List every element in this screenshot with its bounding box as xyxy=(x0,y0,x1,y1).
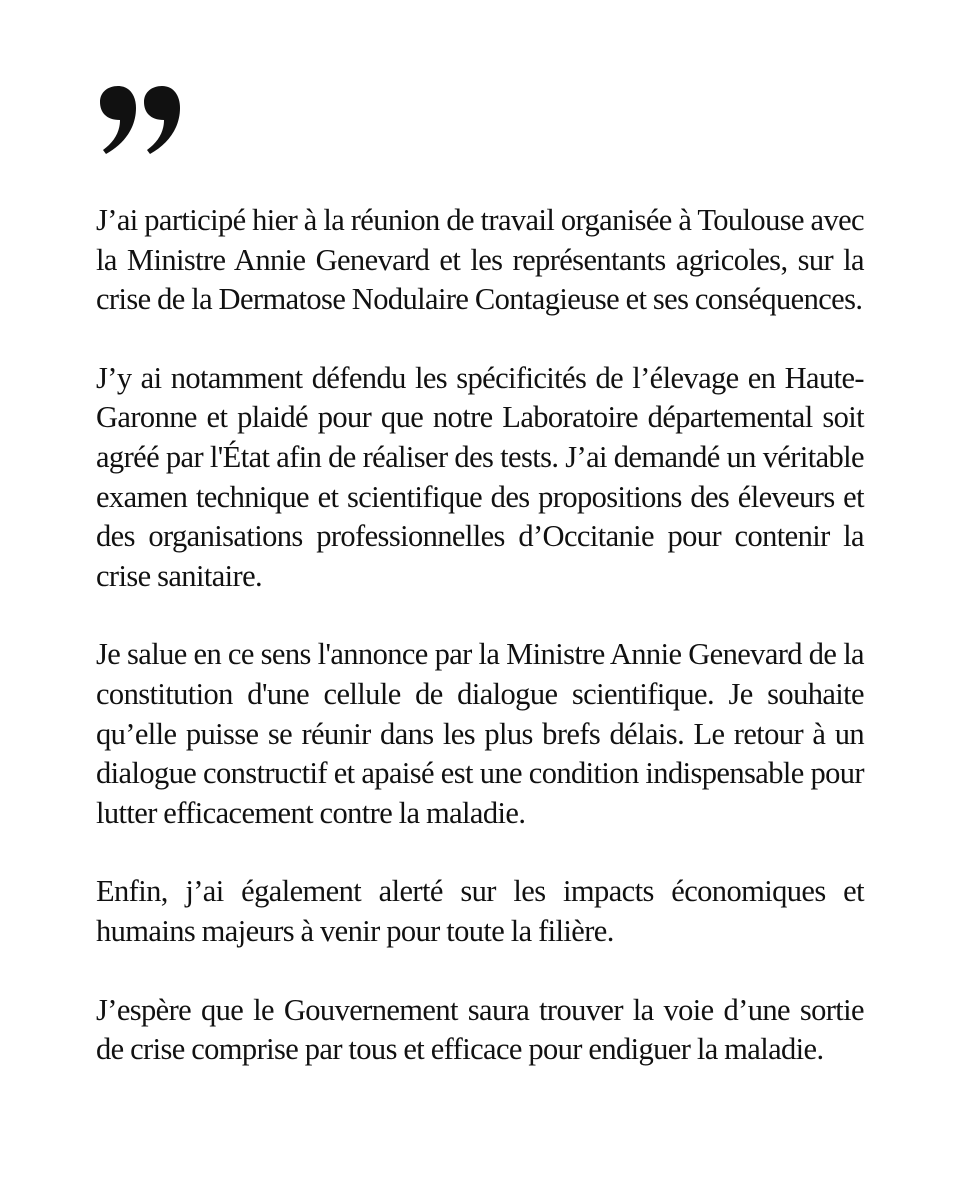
paragraph: Je salue en ce sens l'annonce par la Ministre Annie Genevard de la constitution d'une cellule de dialogue scientifique. Je souhaite qu’elle puisse se réunir dans les plus brefs délais. Le retour à un dialogue constructif et apaisé est une condition indispensable pour lutter efficacement contre la maladie. xyxy=(96,637,864,830)
paragraph: Enfin, j’ai également alerté sur les impacts économiques et humains majeurs à venir pour toute la filière. xyxy=(96,874,864,948)
statement-body xyxy=(96,201,864,1070)
paragraph: J’espère que le Gouvernement saura trouver la voie d’une sortie de crise comprise par tous et efficace pour endiguer la maladie. xyxy=(96,992,864,1067)
paragraph: J’y ai notamment défendu les spécificités de l’élevage en Haute-Garonne et plaidé pour que notre Laboratoire départemental soit agréé par l'État afin de réaliser des tests. J’ai demandé un véritable examen technique et scientifique des propositions des éleveurs et des organisations professionnelles d’Occitanie pour contenir la crise sanitaire. xyxy=(96,360,864,593)
quote-icon xyxy=(96,84,186,156)
paragraph: J’ai participé hier à la réunion de travail organisée à Toulouse avec la Ministre Annie Genevard et les représentants agricoles, sur la crise de la Dermatose Nodulaire Contagieuse et ses conséquences. xyxy=(96,203,864,317)
